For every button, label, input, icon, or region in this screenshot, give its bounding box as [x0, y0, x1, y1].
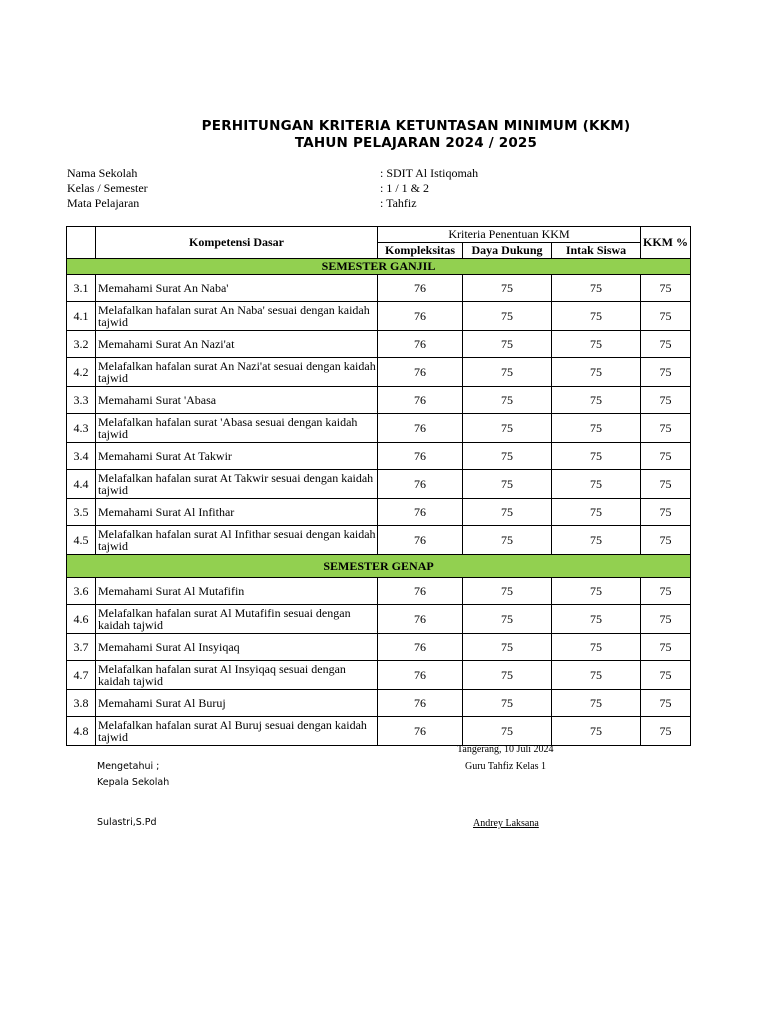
- row-kompetensi: Memahami Surat An Naba': [96, 275, 378, 302]
- semester-label: SEMESTER GANJIL: [67, 259, 691, 275]
- row-kompetensi: Melafalkan hafalan surat An Naba' sesuai dengan kaidah tajwid: [96, 302, 378, 331]
- row-kompleksitas: 76: [378, 331, 463, 358]
- row-number: 3.6: [67, 578, 96, 605]
- row-intak-siswa: 75: [552, 387, 641, 414]
- row-intak-siswa: 75: [552, 358, 641, 387]
- row-number: 3.2: [67, 331, 96, 358]
- row-number: 4.8: [67, 717, 96, 746]
- row-number: 3.3: [67, 387, 96, 414]
- table-row: [67, 634, 691, 661]
- row-intak-siswa: 75: [552, 443, 641, 470]
- info-label-school: Nama Sekolah: [67, 166, 138, 180]
- row-daya-dukung: 75: [463, 275, 552, 302]
- table-row: [67, 414, 691, 443]
- semester-row: [67, 259, 691, 275]
- table-row: [67, 331, 691, 358]
- row-number: 3.1: [67, 275, 96, 302]
- row-kkm: 75: [641, 302, 691, 331]
- row-daya-dukung: 75: [463, 634, 552, 661]
- row-kompetensi: Memahami Surat 'Abasa: [96, 387, 378, 414]
- row-intak-siswa: 75: [552, 690, 641, 717]
- row-kompetensi: Memahami Surat Al Infithar: [96, 499, 378, 526]
- row-kompetensi: Memahami Surat Al Mutafifin: [96, 578, 378, 605]
- info-value-school: : SDIT Al Istiqomah: [380, 166, 479, 180]
- row-intak-siswa: 75: [552, 526, 641, 555]
- row-kkm: 75: [641, 499, 691, 526]
- info-label-class: Kelas / Semester: [67, 181, 148, 195]
- row-kkm: 75: [641, 690, 691, 717]
- semester-label: SEMESTER GENAP: [67, 555, 691, 578]
- row-kompleksitas: 76: [378, 634, 463, 661]
- row-daya-dukung: 75: [463, 387, 552, 414]
- table-row: [67, 275, 691, 302]
- row-intak-siswa: 75: [552, 470, 641, 499]
- row-daya-dukung: 75: [463, 414, 552, 443]
- row-kompleksitas: 76: [378, 302, 463, 331]
- row-intak-siswa: 75: [552, 414, 641, 443]
- row-kompleksitas: 76: [378, 387, 463, 414]
- row-intak-siswa: 75: [552, 499, 641, 526]
- table-row: [67, 470, 691, 499]
- table-row: [67, 717, 691, 746]
- table-row: [67, 499, 691, 526]
- row-kompleksitas: 76: [378, 470, 463, 499]
- table-row: [67, 358, 691, 387]
- header-no: [67, 227, 96, 259]
- row-number: 4.5: [67, 526, 96, 555]
- row-daya-dukung: 75: [463, 443, 552, 470]
- guru-name: Andrey Laksana: [473, 818, 539, 829]
- kepala-name: Sulastri,S.Pd: [97, 817, 157, 828]
- row-kkm: 75: [641, 634, 691, 661]
- row-kompetensi: Melafalkan hafalan surat Al Buruj sesuai dengan kaidah tajwid: [96, 717, 378, 746]
- table-row: [67, 578, 691, 605]
- row-kkm: 75: [641, 331, 691, 358]
- row-kompleksitas: 76: [378, 526, 463, 555]
- row-kkm: 75: [641, 661, 691, 690]
- row-number: 4.2: [67, 358, 96, 387]
- row-kompleksitas: 76: [378, 358, 463, 387]
- row-kompetensi: Melafalkan hafalan surat Al Insyiqaq sesuai dengan kaidah tajwid: [96, 661, 378, 690]
- info-label-subject: Mata Pelajaran: [67, 196, 140, 210]
- row-number: 3.5: [67, 499, 96, 526]
- row-kompetensi: Melafalkan hafalan surat An Nazi'at sesuai dengan kaidah tajwid: [96, 358, 378, 387]
- row-daya-dukung: 75: [463, 470, 552, 499]
- row-kompetensi: Melafalkan hafalan surat At Takwir sesuai dengan kaidah tajwid: [96, 470, 378, 499]
- row-daya-dukung: 75: [463, 578, 552, 605]
- header-kompetensi-dasar: Kompetensi Dasar: [96, 227, 378, 259]
- kkm-table-body: [67, 259, 691, 746]
- row-kkm: 75: [641, 414, 691, 443]
- header-kkm: KKM %: [641, 227, 691, 259]
- row-kompetensi: Memahami Surat Al Insyiqaq: [96, 634, 378, 661]
- row-daya-dukung: 75: [463, 690, 552, 717]
- row-kkm: 75: [641, 578, 691, 605]
- header-intak-siswa: Intak Siswa: [552, 243, 641, 259]
- row-kompetensi: Memahami Surat At Takwir: [96, 443, 378, 470]
- row-daya-dukung: 75: [463, 358, 552, 387]
- mengetahui-label: Mengetahui ;: [97, 761, 160, 772]
- row-kkm: 75: [641, 605, 691, 634]
- page-title: PERHITUNGAN KRITERIA KETUNTASAN MINIMUM (KKM): [201, 118, 631, 134]
- row-intak-siswa: 75: [552, 605, 641, 634]
- row-kompleksitas: 76: [378, 499, 463, 526]
- row-kompetensi: Melafalkan hafalan surat 'Abasa sesuai dengan kaidah tajwid: [96, 414, 378, 443]
- row-kkm: 75: [641, 526, 691, 555]
- row-intak-siswa: 75: [552, 661, 641, 690]
- row-kompleksitas: 76: [378, 690, 463, 717]
- info-value-subject: : Tahfiz: [380, 196, 417, 210]
- row-kkm: 75: [641, 358, 691, 387]
- row-intak-siswa: 75: [552, 634, 641, 661]
- row-daya-dukung: 75: [463, 526, 552, 555]
- row-kompleksitas: 76: [378, 661, 463, 690]
- row-number: 3.7: [67, 634, 96, 661]
- row-kompetensi: Memahami Surat Al Buruj: [96, 690, 378, 717]
- row-kkm: 75: [641, 443, 691, 470]
- table-row: [67, 302, 691, 331]
- guru-title: Guru Tahfiz Kelas 1: [465, 761, 547, 772]
- row-kompleksitas: 76: [378, 717, 463, 746]
- row-kompetensi: Memahami Surat An Nazi'at: [96, 331, 378, 358]
- row-number: 3.8: [67, 690, 96, 717]
- row-intak-siswa: 75: [552, 331, 641, 358]
- header-kompleksitas: Kompleksitas: [378, 243, 463, 259]
- row-kompetensi: Melafalkan hafalan surat Al Infithar sesuai dengan kaidah tajwid: [96, 526, 378, 555]
- kepala-title: Kepala Sekolah: [97, 777, 170, 788]
- row-kompleksitas: 76: [378, 275, 463, 302]
- row-daya-dukung: 75: [463, 717, 552, 746]
- row-daya-dukung: 75: [463, 499, 552, 526]
- row-daya-dukung: 75: [463, 302, 552, 331]
- row-intak-siswa: 75: [552, 302, 641, 331]
- header-kriteria: Kriteria Penentuan KKM: [378, 227, 641, 243]
- table-row: [67, 387, 691, 414]
- place-date: Tangerang, 10 Juli 2024: [457, 744, 554, 755]
- row-intak-siswa: 75: [552, 717, 641, 746]
- row-number: 3.4: [67, 443, 96, 470]
- row-number: 4.7: [67, 661, 96, 690]
- row-number: 4.4: [67, 470, 96, 499]
- semester-row: [67, 555, 691, 578]
- row-kompleksitas: 76: [378, 578, 463, 605]
- row-number: 4.3: [67, 414, 96, 443]
- row-intak-siswa: 75: [552, 275, 641, 302]
- row-kompleksitas: 76: [378, 443, 463, 470]
- table-row: [67, 690, 691, 717]
- row-kkm: 75: [641, 717, 691, 746]
- table-row: [67, 443, 691, 470]
- row-kompleksitas: 76: [378, 605, 463, 634]
- table-row: [67, 526, 691, 555]
- page-subtitle: TAHUN PELAJARAN 2024 / 2025: [294, 135, 538, 151]
- row-kompleksitas: 76: [378, 414, 463, 443]
- table-row: [67, 661, 691, 690]
- info-value-class: : 1 / 1 & 2: [380, 181, 430, 195]
- row-kkm: 75: [641, 470, 691, 499]
- row-intak-siswa: 75: [552, 578, 641, 605]
- kkm-table: [66, 226, 691, 746]
- row-daya-dukung: 75: [463, 661, 552, 690]
- table-row: [67, 605, 691, 634]
- header-daya-dukung: Daya Dukung: [463, 243, 552, 259]
- row-number: 4.6: [67, 605, 96, 634]
- row-kompetensi: Melafalkan hafalan surat Al Mutafifin sesuai dengan kaidah tajwid: [96, 605, 378, 634]
- row-kkm: 75: [641, 387, 691, 414]
- row-daya-dukung: 75: [463, 331, 552, 358]
- row-kkm: 75: [641, 275, 691, 302]
- row-number: 4.1: [67, 302, 96, 331]
- row-daya-dukung: 75: [463, 605, 552, 634]
